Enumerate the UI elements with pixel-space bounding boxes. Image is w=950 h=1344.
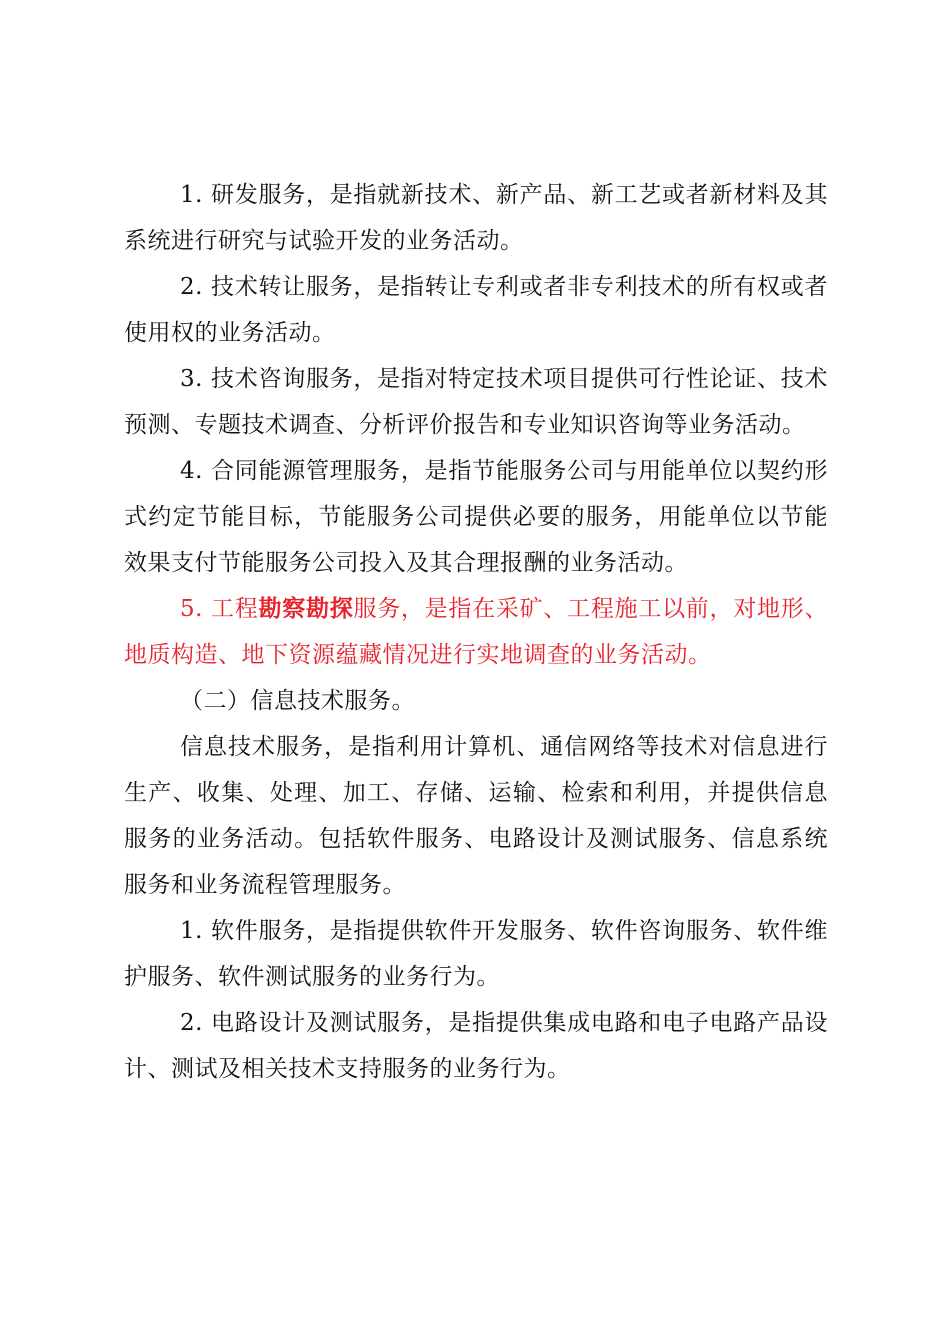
section-heading-it-services: （二）信息技术服务。 (180, 688, 415, 714)
paragraph-tech-consulting: 3. 技术咨询服务，是指对特定技术项目提供可行性论证、技术预测、专题技术调查、分析评价报告和专业知识咨询等业务活动。 (124, 366, 828, 438)
survey-text-bold: 勘察勘探 (258, 595, 354, 622)
paragraph-circuit-design: 2. 电路设计及测试服务，是指提供集成电路和电子电路产品设计、测试及相关技术支持服务的业务行为。 (124, 1010, 828, 1082)
paragraph-rd-service: 1. 研发服务，是指就新技术、新产品、新工艺或者新材料及其系统进行研究与试验开发的业务活动。 (124, 182, 828, 254)
paragraph-energy-management: 4. 合同能源管理服务，是指节能服务公司与用能单位以契约形式约定节能目标，节能服务公司提供必要的服务，用能单位以节能效果支付节能服务公司投入及其合理报酬的业务活动。 (124, 458, 828, 576)
survey-text-before: 5. 工程 (180, 596, 259, 622)
paragraph-software-service: 1. 软件服务，是指提供软件开发服务、软件咨询服务、软件维护服务、软件测试服务的业务行为。 (124, 918, 828, 990)
paragraph-it-services: 信息技术服务，是指利用计算机、通信网络等技术对信息进行生产、收集、处理、加工、存储、运输、检索和利用，并提供信息服务的业务活动。包括软件服务、电路设计及测试服务、信息系统服务和业务流程管理服务。 (124, 734, 828, 898)
paragraph-tech-transfer: 2. 技术转让服务，是指转让专利或者非专利技术的所有权或者使用权的业务活动。 (124, 274, 828, 346)
survey-text-after: 服务，是指在采矿、工程施工以前，对地形、地质构造、地下资源蕴藏情况进行实地调查的业务活动。 (124, 596, 829, 668)
paragraph-survey-service (124, 586, 828, 678)
document-body (124, 172, 828, 1092)
